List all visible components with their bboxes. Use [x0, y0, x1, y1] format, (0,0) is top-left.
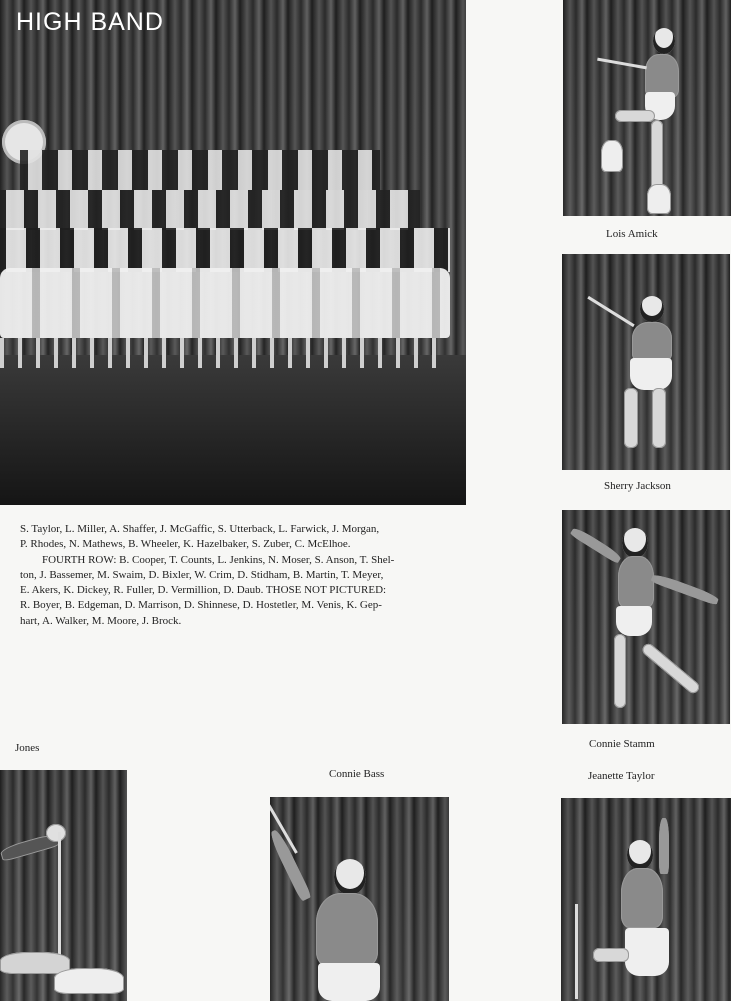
majorette-boot [601, 140, 623, 172]
gym-floor [0, 355, 466, 505]
roster-line: E. Akers, K. Dickey, R. Fuller, D. Vermillion, D. Daub. THOSE NOT PICTURED: [20, 584, 387, 597]
band-row-second [0, 228, 450, 272]
majorette-head [622, 528, 648, 558]
roster-line: R. Boyer, B. Edgeman, D. Marrison, D. Shinnese, D. Hostetler, M. Venis, K. Gep- [20, 599, 382, 612]
roster-line: ton, J. Bassemer, M. Swaim, D. Bixler, W. Crim, D. Stidham, B. Martin, T. Meyer, [20, 568, 384, 581]
majorette-leg [0, 952, 70, 974]
caption-connie-stamm: Connie Stamm [589, 738, 655, 750]
band-roster-text [20, 522, 475, 629]
majorette-photo-connie-bass [270, 797, 449, 1001]
caption-jones: Jones [15, 742, 40, 754]
band-row-back [20, 150, 380, 190]
majorette-head [640, 296, 664, 322]
majorette-head [653, 28, 675, 54]
majorette-hand [46, 824, 66, 842]
majorette-boot [54, 968, 124, 994]
majorette-shorts [318, 963, 380, 1001]
majorette-leg [614, 634, 626, 708]
caption-sherry-jackson: Sherry Jackson [604, 480, 671, 492]
majorette-shorts [616, 606, 652, 636]
band-row-front [0, 268, 450, 338]
roster-line: S. Taylor, L. Miller, A. Shaffer, J. McGaffic, S. Utterback, L. Farwick, J. Morgan, [20, 523, 380, 535]
majorette-body [618, 556, 654, 608]
majorette-body [316, 893, 378, 967]
roster-line: P. Rhodes, N. Mathews, B. Wheeler, K. Hazelbaker, S. Zuber, C. McElhoe. [20, 538, 351, 551]
caption-jeanette-taylor: Jeanette Taylor [588, 770, 655, 782]
majorette-photo-connie-stamm [562, 510, 730, 724]
majorette-shorts [625, 928, 669, 976]
majorette-leg [593, 948, 629, 962]
majorette-leg [615, 110, 655, 122]
majorette-boot [647, 184, 671, 214]
majorette-photo-jones [0, 770, 127, 1001]
baton [575, 904, 578, 999]
majorette-head [334, 859, 366, 895]
majorette-body [632, 322, 672, 362]
majorette-arm [659, 818, 669, 874]
majorette-leg [624, 388, 638, 448]
caption-connie-bass: Connie Bass [329, 768, 385, 780]
majorette-body [621, 868, 663, 928]
majorette-shorts [630, 358, 672, 390]
page-title: HIGH BAND [16, 8, 164, 36]
caption-lois-amick: Lois Amick [606, 228, 658, 240]
band-row-legs [0, 338, 450, 368]
majorette-photo-jeanette-taylor [561, 798, 731, 1001]
roster-line: hart, A. Walker, M. Moore, J. Brock. [20, 614, 182, 627]
roster-line: FOURTH ROW: B. Cooper, T. Counts, L. Jenkins, N. Moser, S. Anson, T. Shel- [42, 553, 395, 566]
majorette-photo-lois-amick [563, 0, 731, 216]
majorette-photo-sherry-jackson [562, 254, 730, 470]
band-row-third [0, 190, 420, 230]
majorette-leg [652, 388, 666, 448]
majorette-head [627, 840, 653, 870]
band-group-photo [0, 0, 466, 505]
